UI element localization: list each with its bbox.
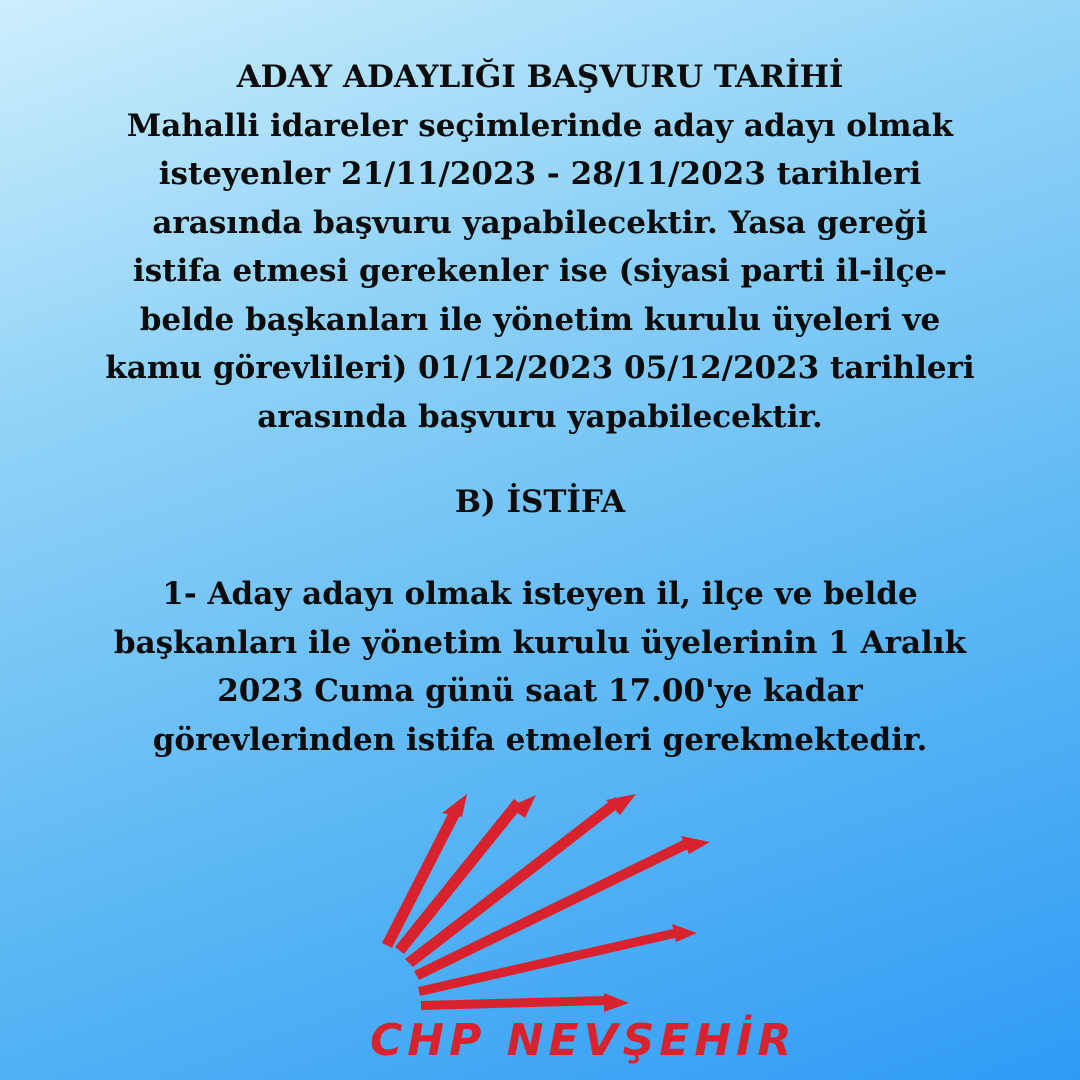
item-line: görevlerinden istifa etmeleri gerekmektedir. — [152, 721, 928, 758]
notice-block — [40, 53, 1040, 441]
item-line: başkanları ile yönetim kurulu üyelerinin 1 Aralık — [113, 624, 967, 661]
notice-line: isteyenler 21/11/2023 - 28/11/2023 tarihleri — [158, 156, 922, 192]
item-1-block — [40, 570, 1040, 764]
logo-text: CHP NEVŞEHİR — [370, 1015, 797, 1066]
arrow-shape — [421, 993, 629, 1012]
notice-line: kamu görevlileri) 01/12/2023 05/12/2023 tarihleri — [105, 350, 975, 386]
notice-line: istifa etmesi gerekenler ise (siyasi parti il-ilçe- — [132, 253, 948, 289]
notice-line: Mahalli idareler seçimlerinde aday adayı olmak — [126, 107, 954, 144]
notice-title: ADAY ADAYLIĞI BAŞVURU TARİHİ — [236, 59, 844, 95]
item-line: 1- Aday adayı olmak isteyen il, ilçe ve belde — [162, 576, 918, 612]
item-line: 2023 Cuma günü saat 17.00'ye kadar — [217, 673, 863, 709]
section-b — [40, 478, 1040, 527]
notice-line: belde başkanları ile yönetim kurulu üyeleri ve — [139, 301, 941, 338]
notice-line: arasında başvuru yapabilecektir. — [257, 398, 823, 435]
section-heading: B) İSTİFA — [454, 484, 626, 520]
notice-line: arasında başvuru yapabilecektir. Yasa gereği — [152, 204, 928, 241]
